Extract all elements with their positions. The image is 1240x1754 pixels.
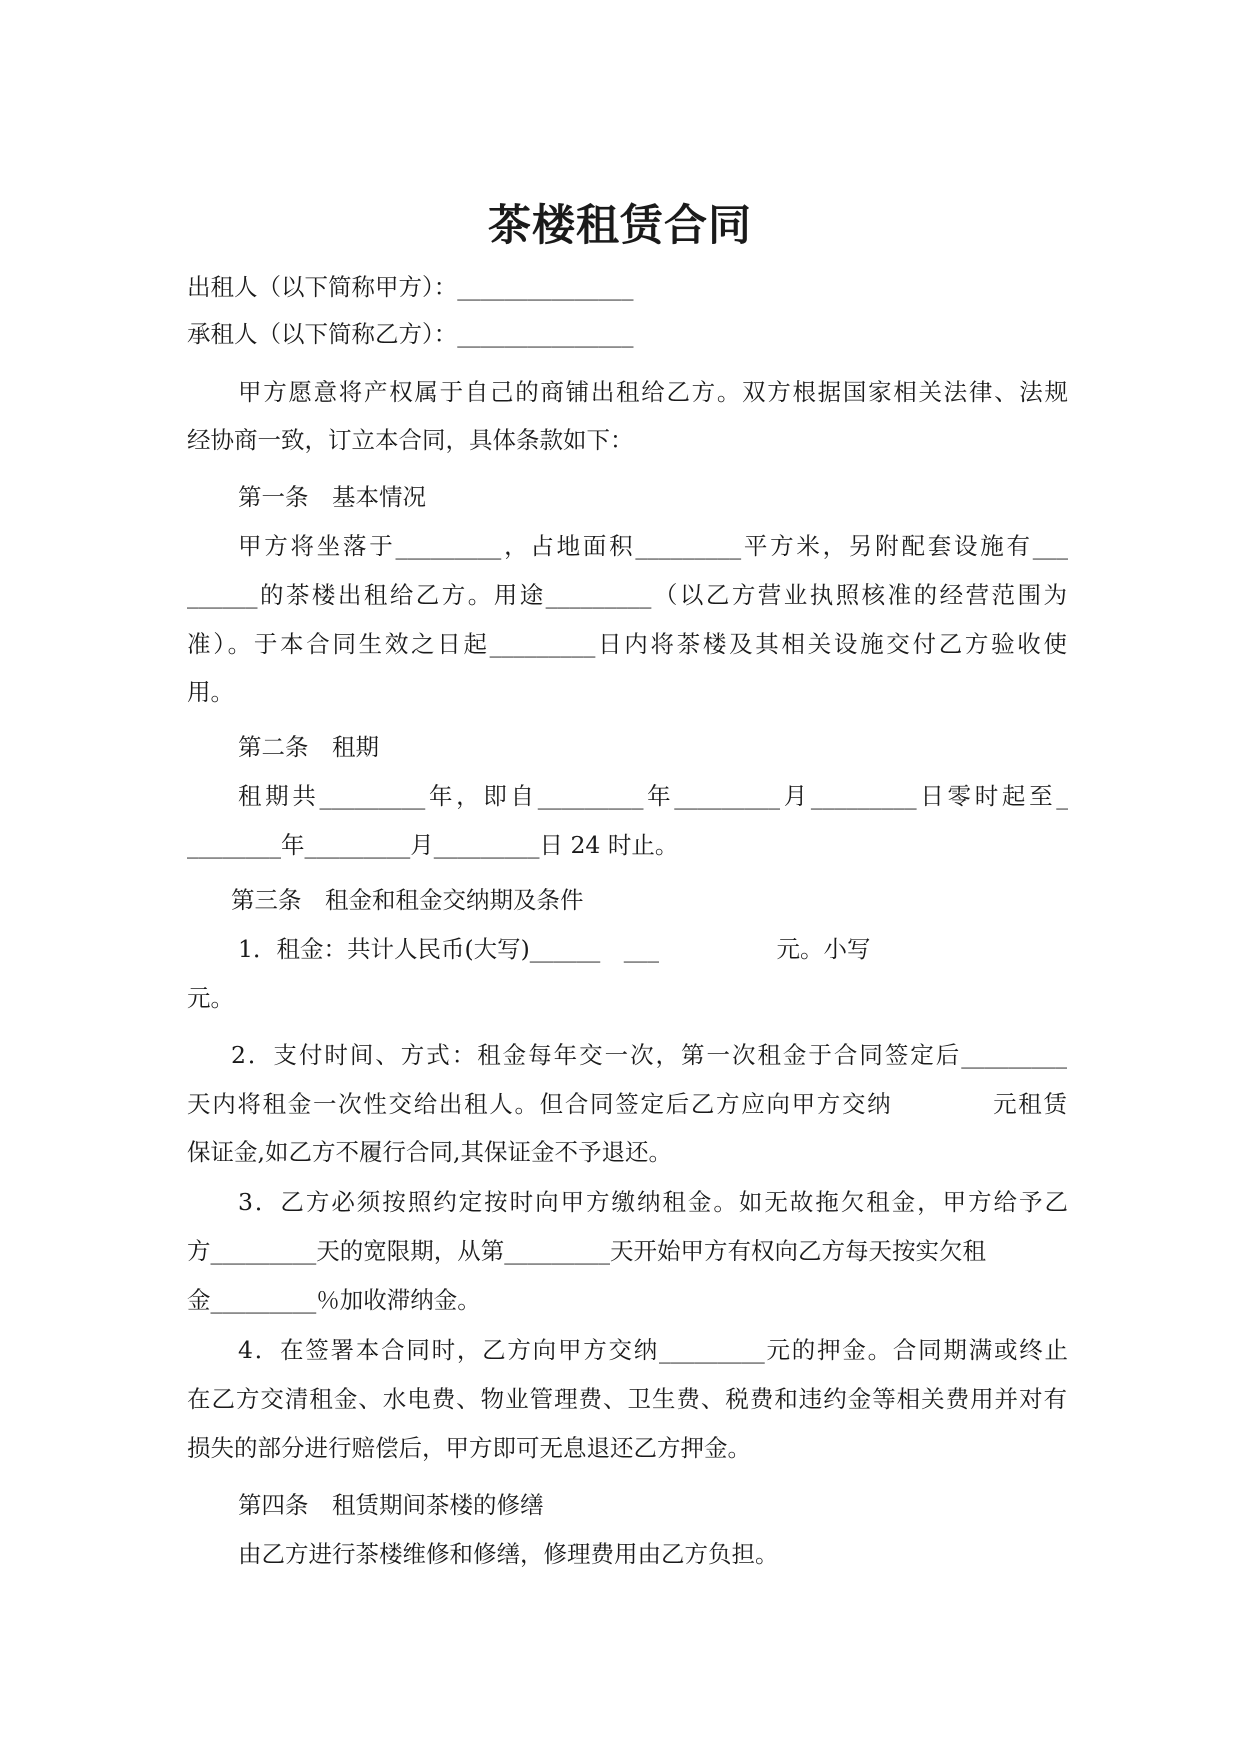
lessee-line: 承租人（以下简称乙方）：_______________ [187, 320, 634, 348]
article-1-line-3: 准）。于本合同生效之日起_________日内将茶楼及其相关设施交付乙方验收使 [187, 630, 1067, 658]
article-3-heading: 第三条 租金和租金交纳期及条件 [231, 886, 584, 914]
article-1-line-1: 甲方将坐落于_________，占地面积_________平方米，另附配套设施有___ [238, 532, 1068, 560]
article-1-heading: 第一条 基本情况 [238, 483, 426, 511]
preamble-line-2: 经协商一致，订立本合同，具体条款如下： [187, 426, 634, 454]
article-4-line-1: 由乙方进行茶楼维修和修缮，修理费用由乙方负担。 [238, 1540, 779, 1568]
article-1-line-2: ______的茶楼出租给乙方。用途_________（以乙方营业执照核准的经营范围为 [187, 581, 1067, 609]
rent-amount-line: 1．租金：共计人民币(大写)______ ___ 元。小写 [238, 935, 871, 963]
late-fee-line-2: 方_________天的宽限期，从第_________天开始甲方有权向乙方每天按实欠租 [187, 1237, 986, 1265]
article-2-heading: 第二条 租期 [238, 733, 379, 761]
rent-amount-unit: 元。 [187, 984, 234, 1012]
article-1-line-4: 用。 [187, 678, 234, 706]
payment-line-2: 天内将租金一次性交给出租人。但合同签定后乙方应向甲方交纳 元租赁 [187, 1090, 1067, 1118]
article-2-line-1: 租期共_________年，即自_________年_________月_________日零时起至_ [238, 782, 1068, 810]
deposit-line-3: 损失的部分进行赔偿后，甲方即可无息退还乙方押金。 [187, 1434, 751, 1462]
article-4-heading: 第四条 租赁期间茶楼的修缮 [238, 1491, 544, 1519]
document-title: 茶楼租赁合同 [488, 201, 752, 251]
lessor-line: 出租人（以下简称甲方）：_______________ [187, 273, 634, 301]
deposit-line-1: 4．在签署本合同时，乙方向甲方交纳_________元的押金。合同期满或终止 [238, 1336, 1068, 1364]
payment-line-3: 保证金,如乙方不履行合同,其保证金不予退还。 [187, 1138, 672, 1166]
late-fee-line-1: 3．乙方必须按照约定按时向甲方缴纳租金。如无故拖欠租金，甲方给予乙 [238, 1188, 1068, 1216]
payment-line-1: 2．支付时间、方式：租金每年交一次，第一次租金于合同签定后_________ [231, 1041, 1067, 1069]
deposit-line-2: 在乙方交清租金、水电费、物业管理费、卫生费、税费和违约金等相关费用并对有 [187, 1385, 1067, 1413]
late-fee-line-3: 金_________％加收滞纳金。 [187, 1286, 481, 1314]
preamble-line-1: 甲方愿意将产权属于自己的商铺出租给乙方。双方根据国家相关法律、法规 [238, 378, 1068, 406]
article-2-line-2: ________年_________月_________日 24 时止。 [187, 831, 679, 859]
